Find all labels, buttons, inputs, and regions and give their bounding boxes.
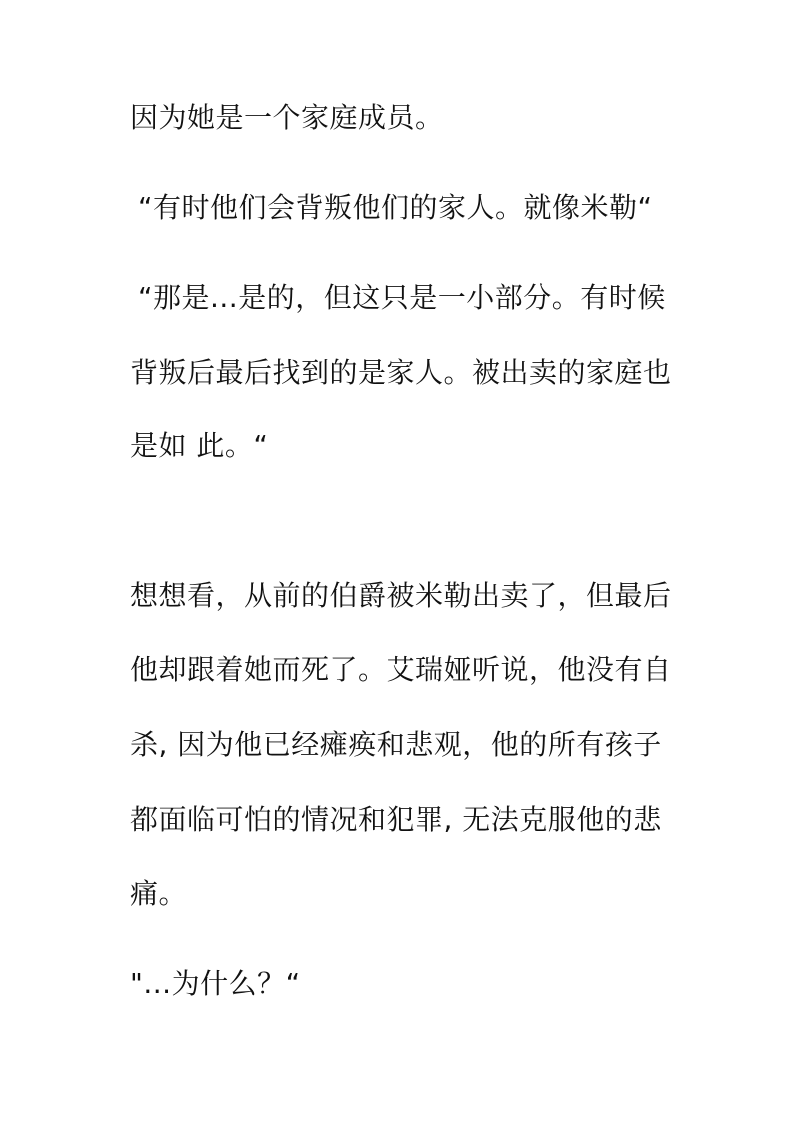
text-line-1: 因为她是一个家庭成员。 [130, 101, 444, 134]
text-line-9: 都面临可怕的情况和犯罪, 无法克服他的悲 [130, 803, 662, 836]
text-line-7: 他却跟着她而死了。艾瑞娅听说，他没有自 [130, 653, 672, 686]
text-line-11: "...为什么？“ [130, 967, 301, 1000]
text-line-2: “有时他们会背叛他们的家人。就像米勒“ [138, 191, 653, 224]
text-line-5: 是如 此。“ [130, 429, 269, 462]
text-line-6: 想想看，从前的伯爵被米勒出卖了，但最后 [130, 579, 672, 612]
text-line-3: “那是...是的，但这只是一小部分。有时候 [138, 281, 666, 314]
text-line-10: 痛。 [130, 877, 188, 910]
text-line-8: 杀, 因为他已经瘫痪和悲观，他的所有孩子 [130, 728, 662, 761]
text-line-4: 背叛后最后找到的是家人。被出卖的家庭也 [130, 356, 672, 389]
